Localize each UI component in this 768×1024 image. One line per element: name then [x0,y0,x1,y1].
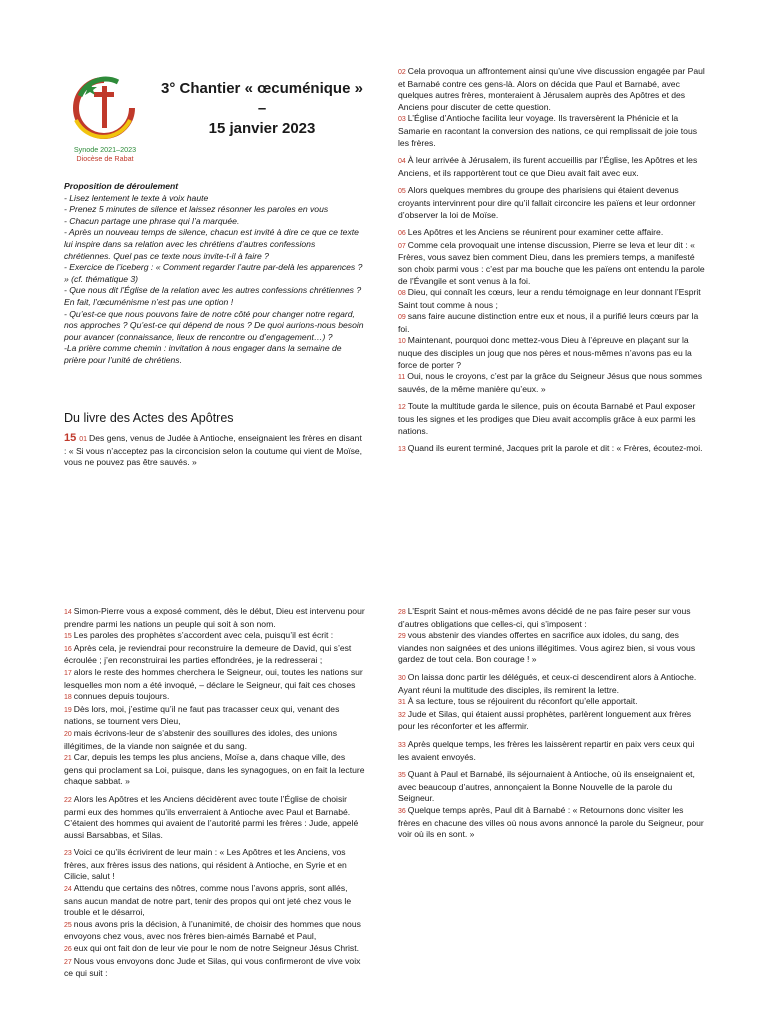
proposal-section [64,181,364,367]
verse [64,794,366,841]
proposal-heading: Proposition de déroulement [64,181,179,191]
synod-emblem-icon [60,68,150,140]
verse [398,155,706,179]
verse [398,66,706,113]
verse-number: 24 [64,886,72,894]
verse-number: 18 [64,694,72,702]
verse-number: 36 [398,807,406,815]
title-line-2: 15 janvier 2023 [208,120,316,137]
verse-text: Alors les Apôtres et les Anciens décidèrent avec toute l’Église de choisir parmi eux des hommes qu’ils enverraient à Antioche avec Paul et Barnabé. C’étaient des hommes qui avaient de l’autorité parmi les frères : Jude, appelé aussi Barsabbas, et Silas. [64,793,359,840]
proposal-line: - Exercice de l’iceberg : « Comment regarder l’autre par-delà les apparences ? » (cf. thématique 3) [64,262,363,284]
verse-text: On laissa donc partir les délégués, et ceux-ci descendirent alors à Antioche. Ayant réuni la multitude des disciples, ils remirent la lettre. [398,671,697,695]
verse-number: 28 [398,609,406,616]
verse [398,185,706,221]
verse-text: sans faire aucune distinction entre eux et nous, il a purifié leurs cœurs par la foi. [398,311,699,334]
verse-text: Alors quelques membres du groupe des pharisiens qui étaient devenus croyants intervinrent pour dire qu’il fallait circoncire les païens et leur ordonner d’observer la loi de Moïse. [398,185,696,220]
verse [398,769,706,805]
verse [398,401,706,437]
verse-number: 32 [398,711,406,719]
verse [398,113,706,149]
title-line-1: 3° Chantier « œcuménique » – [161,80,363,117]
verse-number: 21 [64,755,72,763]
verse [398,240,706,287]
verse [398,805,706,841]
verse-number: 08 [398,290,406,298]
verse [398,335,706,371]
verse-text: Nous vous envoyons donc Jude et Silas, qui vous confirmeront de vive voix ce qui suit : [64,955,361,979]
proposal-line: -La prière comme chemin : invitation à nous engager dans la semaine de prière pour l’unité de chrétiens. [64,343,342,365]
page-title [156,79,368,139]
verse-number: 27 [64,958,72,966]
verse-text: Attendu que certains des nôtres, comme nous l’avons appris, sont allés, sans aucun mandat de notre part, tenir des propos qui ont jeté chez vous le trouble et le désarroi, [64,883,352,918]
verse-text: Comme cela provoquait une intense discussion, Pierre se leva et leur dit : « Frères, vous savez bien comment Dieu, dans les premiers temps, a manifesté son choix parmi vous : c’est par ma bouche que les païens ont entendu la parole de l’Évangile et sont venus à la foi. [398,239,705,286]
verse-column-right-bottom [398,606,706,841]
verse-text: alors le reste des hommes cherchera le Seigneur, oui, toutes les nations sur lesquelles mon nom a été invoqué, – déclare le Seigneur, qui fait ces choses [64,666,363,690]
verse-text: À sa lecture, tous se réjouirent du réconfort qu’elle apportait. [407,696,638,707]
verse-number: 23 [64,850,72,858]
verse-number: 15 [64,633,72,641]
verse-number: 35 [398,772,406,780]
verse-number: 02 [398,69,406,76]
verse-number: 13 [398,446,406,454]
verse-text: Car, depuis les temps les plus anciens, Moïse a, dans chaque ville, des gens qui proclament sa Loi, puisque, dans les synagogues, on en fait la lecture chaque sabbat. » [64,752,365,787]
verse-number: 19 [64,706,72,714]
verse [64,943,366,956]
verse-text: Les paroles des prophètes s’accordent avec cela, puisqu’il est écrit : [73,630,334,641]
verse-text: vous abstenir des viandes offertes en sacrifice aux idoles, du sang, des viandes non saignées et des unions illégitimes. Vous agirez bien, si vous vous gardez de tout cela. Bon courage ! » [398,630,696,665]
acts-section-title: Du livre des Actes des Apôtres [64,411,234,425]
proposal-line: - Qu’est-ce que nous pouvons faire de notre côté pour changer notre regard, nos approches ? Qu’est-ce qui dépend de nous ? De quoi aurions-nous besoin pour avancer (connaissance, lieux de rencontre ou d’engagement…) ? [64,308,364,342]
verse-number: 30 [398,674,406,682]
verse-text: Les Apôtres et les Anciens se réunirent pour examiner cette affaire. [407,227,664,238]
verse [64,691,366,704]
verse-text: Oui, nous le croyons, c’est par la grâce du Seigneur Jésus que nous sommes sauvés, de la même manière qu’eux. » [398,371,703,394]
verse [398,371,706,395]
synod-logo [60,68,150,163]
verse-number: 05 [398,188,406,196]
verse-text: Voici ce qu’ils écrivirent de leur main : « Les Apôtres et les Anciens, vos frères, aux frères issus des nations, qui résident à Antioche, en Syrie et en Cilicie, salut ! [64,847,347,882]
verse [64,630,366,643]
verse-text: mais écrivons-leur de s’abstenir des souillures des idoles, des unions illégitimes, de la viande non saignée et du sang. [64,727,337,751]
verse-text: nous avons pris la décision, à l’unanimité, de choisir des hommes que nous envoyons chez vous, avec nos frères bien-aimés Barnabé et Paul, [64,918,361,942]
verse-text: Toute la multitude garda le silence, puis on écouta Barnabé et Paul exposer tous les signes et les prodiges que Dieu avait accomplis grâce à eux parmi les nations. [398,401,696,436]
verse-number: 14 [64,609,72,616]
verse-text: eux qui ont fait don de leur vie pour le nom de notre Seigneur Jésus Christ. [73,943,359,954]
verse [398,311,706,335]
verse-number: 31 [398,699,406,707]
proposal-line: - Prenez 5 minutes de silence et laissez résonner les paroles en vous [64,204,329,215]
verse [398,606,706,630]
verse [64,847,366,883]
verse-number: 25 [64,921,72,929]
verse-number: 11 [398,374,406,382]
proposal-line: - Lisez lentement le texte à voix haute [64,192,209,203]
verse [64,667,366,691]
verse-text: Jude et Silas, qui étaient aussi prophètes, parlèrent longuement aux frères pour les réconforter et les affermir. [398,708,692,732]
verse [64,883,366,919]
verse [64,728,366,752]
verse-number: 03 [398,116,406,124]
verse [64,704,366,728]
verse-number: 09 [398,314,406,322]
verse [398,709,706,733]
verse-number: 04 [398,158,406,166]
verse [398,227,706,240]
proposal-line: - Que nous dit l’Église de la relation avec les autres confessions chrétiennes ? En fait, l’œcuménisme n’est pas une option ! [64,285,362,307]
verse-number: 10 [398,338,406,346]
verse [64,606,366,630]
verse-number: 06 [398,230,406,238]
verse-text: Après cela, je reviendrai pour reconstruire la demeure de David, qui s’est écroulée ; j’en reconstruirai les parties effondrées, je la redresserai ; [64,642,352,666]
verse-column-right-top [398,66,706,462]
verse [64,956,366,980]
logo-caption-line1: Synode 2021–2023 [73,145,137,154]
verse-number: 16 [64,645,72,653]
chapter-number: 15 [64,432,77,444]
verse-number: 29 [398,633,406,641]
verse-number: 07 [398,242,406,250]
proposal-line: - Après un nouveau temps de silence, chacun est invité à dire ce que ce texte lui inspire dans sa relation avec les chrétiens d’autres confessions chrétiennes. Quel pas ce texte nous invite-t-il à faire ? [64,227,359,261]
verse [398,443,706,456]
verse-text: À leur arrivée à Jérusalem, ils furent accueillis par l’Église, les Apôtres et les Anciens, et ils rapportèrent tout ce que Dieu avait fait avec eux. [398,155,698,178]
verse-text: Des gens, venus de Judée à Antioche, enseignaient les frères en disant : « Si vous n’acceptez pas la circoncision selon la coutume qui vient de Moïse, vous ne pouvez pas être sauvés. » [64,433,363,468]
verse [64,752,366,788]
verse-text: Simon-Pierre vous a exposé comment, dès le début, Dieu est intervenu pour prendre parmi les nations un peuple qui soit à son nom. [64,606,365,629]
verse-column-left-bottom [64,606,366,980]
verse-number: 01 [79,436,88,443]
verse-text: Quant à Paul et Barnabé, ils séjournaient à Antioche, où ils enseignaient et, avec beaucoup d’autres, annonçaient la Bonne Nouvelle de la parole du Seigneur. [398,769,695,804]
verse-column-left-top [64,433,364,475]
verse-number: 26 [64,946,72,954]
verse-number: 22 [64,796,72,804]
verse [398,739,706,763]
verse-number: 33 [398,741,406,749]
verse [398,696,706,709]
verse-text: connues depuis toujours. [73,691,170,702]
verse-number: 17 [64,669,72,677]
verse-number: 12 [398,404,406,412]
verse-text: Après quelque temps, les frères les laissèrent repartir en paix vers ceux qui les avaient envoyés. [398,738,695,762]
verse-text: Quelque temps après, Paul dit à Barnabé : « Retournons donc visiter les frères en chacune des villes où nous avons annoncé la parole du Seigneur, pour voir où ils en sont. » [398,804,704,840]
verse [398,287,706,311]
verse [64,919,366,943]
verse [64,433,364,469]
logo-caption-line2: Diocèse de Rabat [76,154,134,163]
verse [398,630,706,666]
verse-text: Cela provoqua un affrontement ainsi qu’une vive discussion engagée par Paul et Barnabé contre ces gens-là. Alors on décida que Paul et Barnabé, avec quelques autres frères, monteraient à Jérusalem auprès des Apôtres et des Anciens pour discuter de cette question. [398,66,705,112]
verse-text: L’Esprit Saint et nous-mêmes avons décidé de ne pas faire peser sur vous d’autres obligations que celles-ci, qui s’imposent : [398,606,691,629]
verse-text: L’Église d’Antioche facilita leur voyage. Ils traversèrent la Phénicie et la Samarie en racontant la conversion des nations, ce qui remplissait de joie tous les frères. [398,113,698,148]
proposal-line: - Chacun partage une phrase qui l’a marquée. [64,215,240,226]
verse [64,643,366,667]
verse-text: Dès lors, moi, j’estime qu’il ne faut pas tracasser ceux qui, venant des nations, se tournent vers Dieu, [64,703,340,727]
verse-text: Dieu, qui connaît les cœurs, leur a rendu témoignage en leur donnant l’Esprit Saint tout comme à nous ; [398,287,701,310]
verse-number: 20 [64,730,72,738]
verse [398,672,706,696]
verse-text: Quand ils eurent terminé, Jacques prit la parole et dit : « Frères, écoutez-moi. [407,443,703,454]
verse-text: Maintenant, pourquoi donc mettez-vous Dieu à l’épreuve en plaçant sur la nuque des disciples un joug que nos pères et nous-mêmes n’avons pas eu la force de porter ? [398,335,692,370]
